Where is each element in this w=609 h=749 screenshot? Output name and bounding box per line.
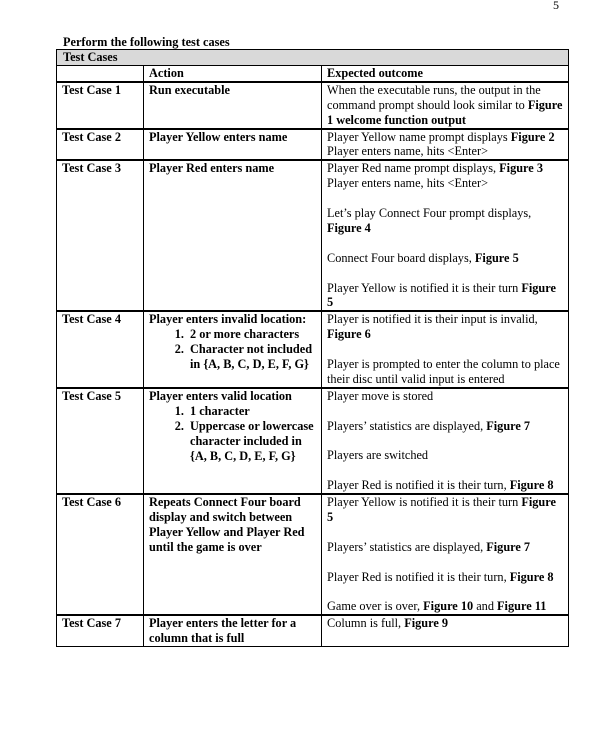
figure-ref: Figure 5	[327, 495, 556, 525]
outcome-line: Player is prompted to enter the column to place their disc until valid input is entered	[327, 357, 560, 386]
test-case-name: Test Case 6	[57, 494, 144, 615]
figure-ref: Figure 6	[327, 327, 371, 342]
outcome-text: When the executable runs, the output in the command prompt should look similar to	[327, 82, 541, 112]
figure-ref: Figure 1 welcome function output	[327, 97, 563, 127]
test-case-outcome	[322, 615, 569, 646]
test-case-action: Run executable	[144, 82, 322, 129]
test-case-outcome	[322, 160, 569, 311]
action-heading: Player enters invalid location:	[149, 312, 307, 327]
outcome-line: Player enters name, hits <Enter>	[327, 176, 489, 191]
outcome-text: Player Yellow is notified it is their turn	[327, 280, 522, 295]
outcome-text: Player is notified it is their input is invalid,	[327, 312, 538, 327]
outcome-line	[327, 616, 565, 631]
test-case-action	[144, 388, 322, 494]
test-case-action: Player enters the letter for a column that is full	[144, 615, 322, 646]
test-case-name: Test Case 4	[57, 311, 144, 388]
figure-ref: Figure 10	[423, 599, 474, 614]
test-case-outcome	[322, 129, 569, 161]
figure-ref: Figure 11	[497, 599, 547, 614]
test-case-action: Player Red enters name	[144, 160, 322, 311]
outcome-line	[327, 206, 565, 236]
outcome-line	[327, 130, 565, 145]
outcome-text: Player Red is notified it is their turn,	[327, 478, 510, 493]
outcome-line: Players are switched	[327, 448, 429, 463]
outcome-text: Player Yellow name prompt displays	[327, 129, 511, 144]
table-row	[57, 494, 569, 615]
test-case-outcome	[322, 494, 569, 615]
test-case-name: Test Case 1	[57, 82, 144, 129]
test-case-outcome	[322, 82, 569, 129]
outcome-text: Player Red is notified it is their turn,	[327, 569, 510, 584]
outcome-line	[327, 570, 565, 585]
list-item: 2. Uppercase or lowercase character included in {A, B, C, D, E, F, G}	[187, 419, 318, 464]
test-case-name: Test Case 3	[57, 160, 144, 311]
test-case-action: Player Yellow enters name	[144, 129, 322, 161]
outcome-line: Player move is stored	[327, 388, 434, 403]
table-row	[57, 615, 569, 646]
outcome-text: and	[473, 599, 498, 614]
outcome-line: Player enters name, hits <Enter>	[327, 144, 489, 159]
test-case-outcome	[322, 311, 569, 388]
table-row	[57, 129, 569, 161]
list-item: 1. 2 or more characters	[187, 327, 318, 342]
table-row	[57, 388, 569, 494]
table-row	[57, 160, 569, 311]
header-action: Action	[144, 65, 322, 81]
page-number: 5	[553, 0, 559, 12]
test-case-name: Test Case 5	[57, 388, 144, 494]
section-intro: Perform the following test cases	[63, 35, 230, 49]
outcome-line	[327, 540, 565, 555]
test-case-action	[144, 311, 322, 388]
header-empty	[57, 65, 144, 81]
figure-ref: Figure 7	[486, 418, 531, 433]
outcome-line	[327, 161, 565, 176]
table-title-row	[57, 50, 569, 66]
figure-ref: Figure 2	[510, 129, 555, 144]
table-row	[57, 311, 569, 388]
figure-ref: Figure 5	[474, 250, 519, 265]
action-list	[149, 327, 318, 372]
figure-ref: Figure 8	[509, 478, 554, 493]
outcome-line	[327, 419, 565, 434]
action-list	[149, 404, 318, 464]
outcome-line	[327, 281, 565, 311]
figure-ref: Figure 5	[327, 280, 556, 310]
outcome-line	[327, 478, 565, 493]
outcome-text: Players’ statistics are displayed,	[327, 418, 487, 433]
outcome-text: Players’ statistics are displayed,	[327, 539, 487, 554]
header-expected-outcome: Expected outcome	[322, 65, 569, 81]
test-case-name: Test Case 2	[57, 129, 144, 161]
figure-ref: Figure 9	[404, 616, 449, 631]
outcome-text: Let’s play Connect Four prompt displays,	[327, 206, 532, 221]
list-item: 1. 1 character	[187, 404, 318, 419]
table-header-row	[57, 65, 569, 81]
table-title: Test Cases	[57, 50, 569, 66]
list-item: 2. Character not included in {A, B, C, D, E, F, G}	[187, 342, 318, 372]
figure-ref: Figure 8	[509, 569, 554, 584]
outcome-text: Player Red name prompt displays,	[327, 161, 500, 176]
figure-ref: Figure 4	[327, 220, 371, 235]
outcome-line	[327, 599, 565, 614]
outcome-line	[327, 312, 565, 342]
test-case-action: Repeats Connect Four board display and switch between Player Yellow and Player Red until the game is over	[144, 494, 322, 615]
test-case-outcome	[322, 388, 569, 494]
action-heading: Player enters valid location	[149, 388, 292, 403]
table-row	[57, 82, 569, 129]
outcome-line	[327, 251, 565, 266]
figure-ref: Figure 3	[499, 161, 543, 176]
figure-ref: Figure 7	[486, 539, 531, 554]
outcome-text: Column is full,	[327, 616, 405, 631]
test-cases-table	[56, 49, 569, 647]
test-case-name: Test Case 7	[57, 615, 144, 646]
outcome-text: Connect Four board displays,	[327, 250, 475, 265]
outcome-text: Player Yellow is notified it is their turn	[327, 495, 522, 510]
outcome-line	[327, 495, 565, 525]
outcome-text: Game over is over,	[327, 599, 424, 614]
